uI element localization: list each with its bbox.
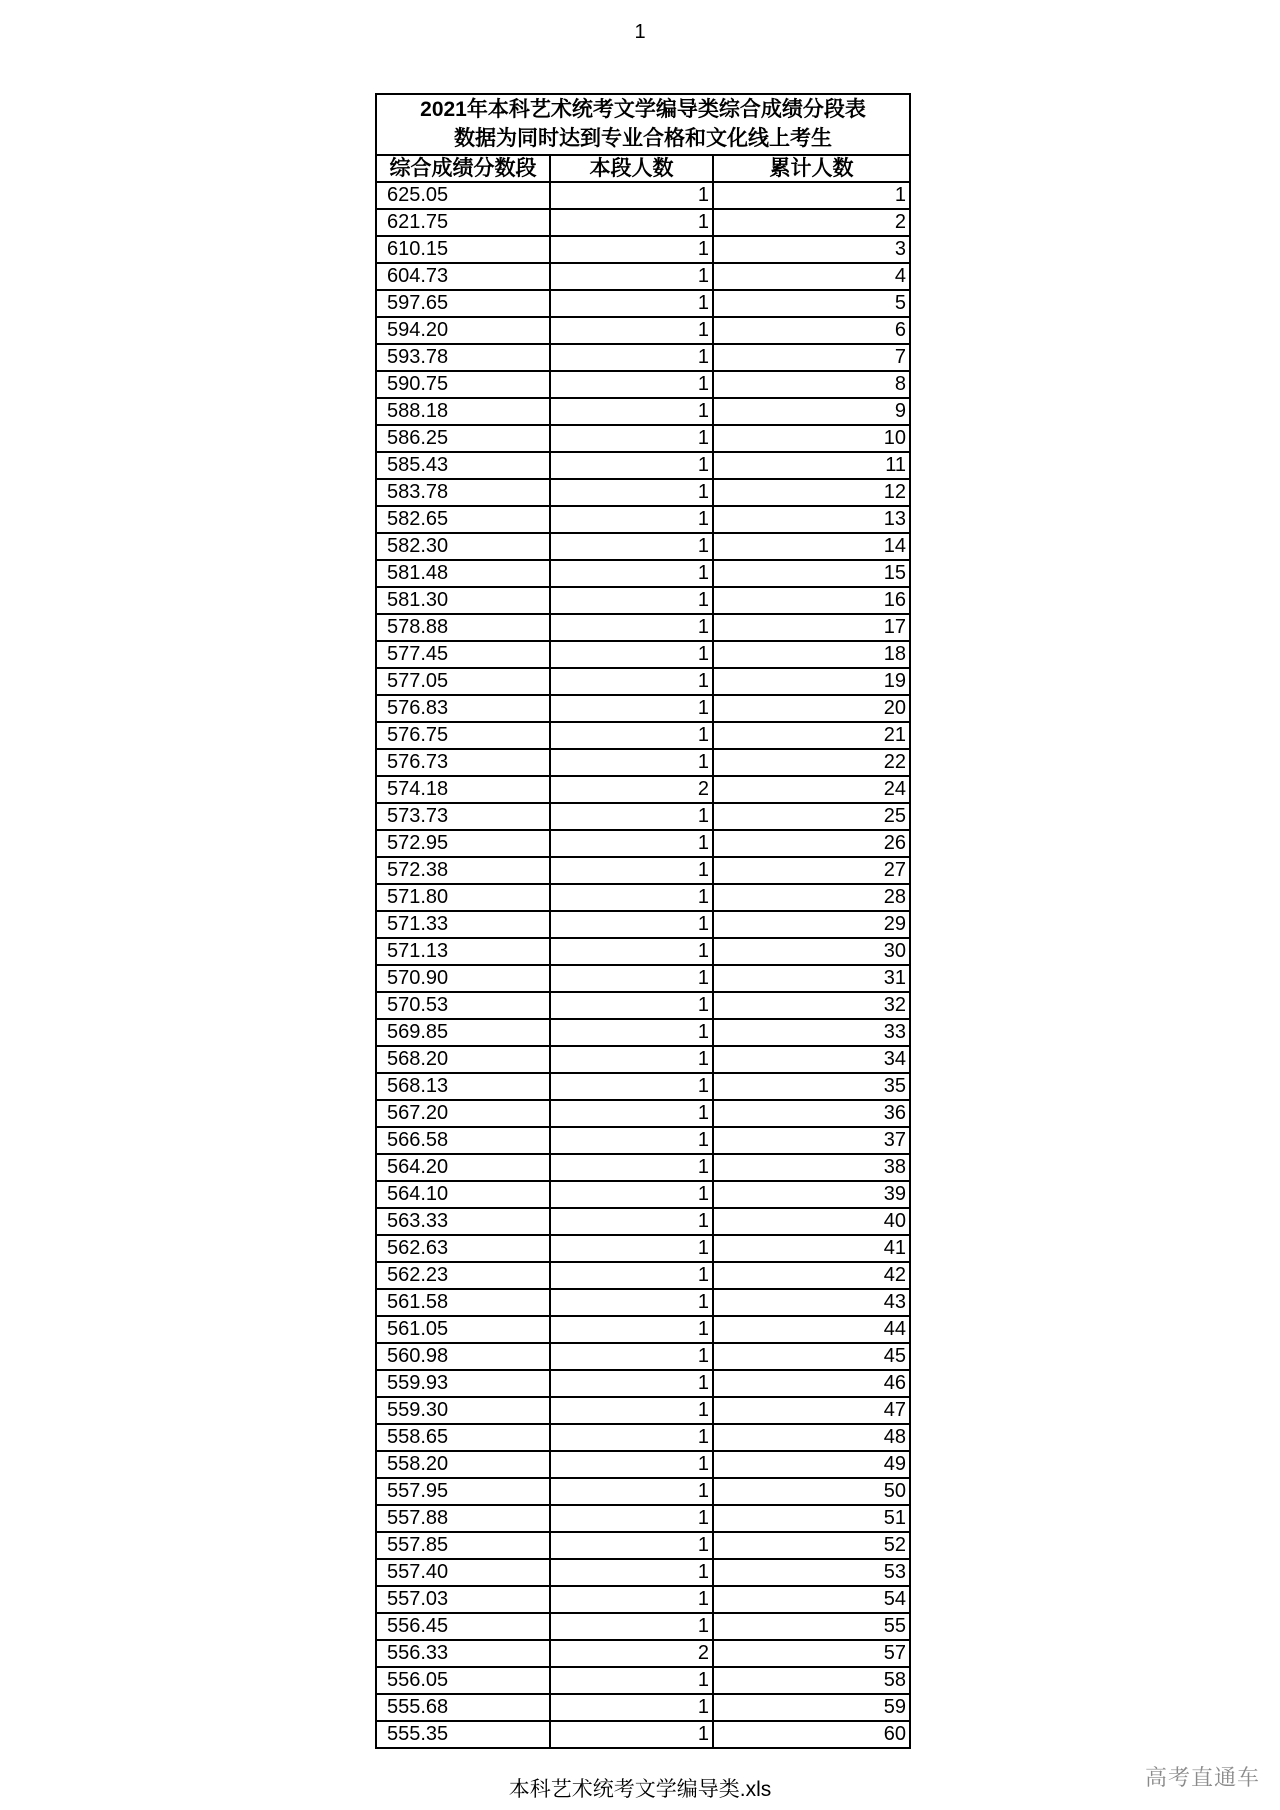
header-segment-count: 本段人数 — [550, 156, 713, 182]
cell-cumulative-count: 27 — [713, 857, 909, 884]
table-row — [377, 1262, 909, 1289]
cell-score: 568.20 — [377, 1046, 550, 1073]
cell-score: 621.75 — [377, 209, 550, 236]
header-cumulative-count: 累计人数 — [713, 156, 909, 182]
cell-segment-count: 1 — [550, 1532, 713, 1559]
table-row — [377, 263, 909, 290]
cell-score: 559.30 — [377, 1397, 550, 1424]
score-distribution-sheet — [375, 93, 911, 1749]
cell-segment-count: 1 — [550, 884, 713, 911]
cell-score: 576.75 — [377, 722, 550, 749]
cell-cumulative-count: 52 — [713, 1532, 909, 1559]
table-row — [377, 1046, 909, 1073]
table-row — [377, 614, 909, 641]
cell-cumulative-count: 2 — [713, 209, 909, 236]
cell-score: 578.88 — [377, 614, 550, 641]
cell-segment-count: 1 — [550, 1370, 713, 1397]
cell-segment-count: 1 — [550, 1505, 713, 1532]
cell-segment-count: 1 — [550, 1100, 713, 1127]
table-row — [377, 344, 909, 371]
cell-score: 555.35 — [377, 1721, 550, 1747]
cell-segment-count: 1 — [550, 533, 713, 560]
table-row — [377, 425, 909, 452]
cell-cumulative-count: 33 — [713, 1019, 909, 1046]
cell-score: 556.05 — [377, 1667, 550, 1694]
cell-cumulative-count: 11 — [713, 452, 909, 479]
table-row — [377, 1019, 909, 1046]
cell-segment-count: 1 — [550, 1559, 713, 1586]
cell-score: 572.95 — [377, 830, 550, 857]
cell-score: 563.33 — [377, 1208, 550, 1235]
score-table — [377, 156, 909, 1747]
cell-score: 557.40 — [377, 1559, 550, 1586]
cell-score: 558.65 — [377, 1424, 550, 1451]
cell-cumulative-count: 53 — [713, 1559, 909, 1586]
header-row — [377, 156, 909, 182]
cell-cumulative-count: 58 — [713, 1667, 909, 1694]
cell-score: 625.05 — [377, 182, 550, 209]
table-row — [377, 722, 909, 749]
table-row — [377, 209, 909, 236]
cell-score: 556.33 — [377, 1640, 550, 1667]
cell-score: 562.23 — [377, 1262, 550, 1289]
cell-segment-count: 1 — [550, 1208, 713, 1235]
cell-segment-count: 1 — [550, 1316, 713, 1343]
cell-segment-count: 1 — [550, 236, 713, 263]
cell-segment-count: 1 — [550, 560, 713, 587]
cell-cumulative-count: 31 — [713, 965, 909, 992]
cell-cumulative-count: 48 — [713, 1424, 909, 1451]
cell-score: 561.58 — [377, 1289, 550, 1316]
cell-cumulative-count: 37 — [713, 1127, 909, 1154]
cell-cumulative-count: 26 — [713, 830, 909, 857]
cell-segment-count: 1 — [550, 668, 713, 695]
cell-segment-count: 1 — [550, 695, 713, 722]
cell-cumulative-count: 49 — [713, 1451, 909, 1478]
table-subtitle: 数据为同时达到专业合格和文化线上考生 — [377, 125, 909, 156]
table-row — [377, 830, 909, 857]
page-number: 1 — [634, 21, 646, 43]
cell-score: 564.10 — [377, 1181, 550, 1208]
table-row — [377, 1640, 909, 1667]
cell-cumulative-count: 55 — [713, 1613, 909, 1640]
cell-cumulative-count: 51 — [713, 1505, 909, 1532]
table-row — [377, 1586, 909, 1613]
table-row — [377, 911, 909, 938]
cell-cumulative-count: 39 — [713, 1181, 909, 1208]
cell-segment-count: 1 — [550, 1478, 713, 1505]
cell-cumulative-count: 7 — [713, 344, 909, 371]
cell-cumulative-count: 9 — [713, 398, 909, 425]
cell-segment-count: 1 — [550, 911, 713, 938]
cell-segment-count: 2 — [550, 776, 713, 803]
cell-cumulative-count: 12 — [713, 479, 909, 506]
cell-cumulative-count: 16 — [713, 587, 909, 614]
table-row — [377, 803, 909, 830]
cell-score: 582.30 — [377, 533, 550, 560]
cell-segment-count: 1 — [550, 182, 713, 209]
cell-score: 557.85 — [377, 1532, 550, 1559]
cell-score: 576.73 — [377, 749, 550, 776]
cell-segment-count: 1 — [550, 1019, 713, 1046]
table-row — [377, 749, 909, 776]
cell-score: 562.63 — [377, 1235, 550, 1262]
cell-score: 555.68 — [377, 1694, 550, 1721]
cell-cumulative-count: 41 — [713, 1235, 909, 1262]
cell-cumulative-count: 28 — [713, 884, 909, 911]
cell-cumulative-count: 50 — [713, 1478, 909, 1505]
cell-cumulative-count: 35 — [713, 1073, 909, 1100]
cell-segment-count: 1 — [550, 1667, 713, 1694]
cell-segment-count: 1 — [550, 452, 713, 479]
cell-segment-count: 2 — [550, 1640, 713, 1667]
table-row — [377, 587, 909, 614]
table-row — [377, 236, 909, 263]
cell-segment-count: 1 — [550, 803, 713, 830]
table-row — [377, 398, 909, 425]
cell-segment-count: 1 — [550, 1613, 713, 1640]
cell-score: 588.18 — [377, 398, 550, 425]
table-body — [377, 182, 909, 1747]
cell-segment-count: 1 — [550, 398, 713, 425]
cell-cumulative-count: 42 — [713, 1262, 909, 1289]
cell-cumulative-count: 13 — [713, 506, 909, 533]
cell-score: 572.38 — [377, 857, 550, 884]
cell-score: 590.75 — [377, 371, 550, 398]
cell-cumulative-count: 29 — [713, 911, 909, 938]
cell-score: 557.03 — [377, 1586, 550, 1613]
cell-segment-count: 1 — [550, 263, 713, 290]
cell-score: 569.85 — [377, 1019, 550, 1046]
table-row — [377, 1721, 909, 1747]
cell-segment-count: 1 — [550, 992, 713, 1019]
cell-score: 567.20 — [377, 1100, 550, 1127]
table-row — [377, 1397, 909, 1424]
cell-segment-count: 1 — [550, 965, 713, 992]
cell-score: 593.78 — [377, 344, 550, 371]
cell-score: 586.25 — [377, 425, 550, 452]
table-row — [377, 506, 909, 533]
cell-cumulative-count: 20 — [713, 695, 909, 722]
cell-segment-count: 1 — [550, 209, 713, 236]
cell-score: 597.65 — [377, 290, 550, 317]
cell-cumulative-count: 6 — [713, 317, 909, 344]
cell-segment-count: 1 — [550, 587, 713, 614]
cell-cumulative-count: 1 — [713, 182, 909, 209]
cell-score: 581.30 — [377, 587, 550, 614]
cell-score: 560.98 — [377, 1343, 550, 1370]
cell-segment-count: 1 — [550, 317, 713, 344]
cell-score: 571.33 — [377, 911, 550, 938]
table-row — [377, 1613, 909, 1640]
cell-score: 557.88 — [377, 1505, 550, 1532]
cell-segment-count: 1 — [550, 371, 713, 398]
header-score-range: 综合成绩分数段 — [377, 156, 550, 182]
cell-cumulative-count: 57 — [713, 1640, 909, 1667]
watermark: 高考直通车 — [1144, 1765, 1260, 1790]
cell-score: 577.45 — [377, 641, 550, 668]
cell-cumulative-count: 47 — [713, 1397, 909, 1424]
cell-score: 583.78 — [377, 479, 550, 506]
table-row — [377, 1127, 909, 1154]
cell-score: 556.45 — [377, 1613, 550, 1640]
cell-score: 585.43 — [377, 452, 550, 479]
table-row — [377, 1235, 909, 1262]
cell-cumulative-count: 19 — [713, 668, 909, 695]
cell-score: 561.05 — [377, 1316, 550, 1343]
cell-segment-count: 1 — [550, 290, 713, 317]
cell-cumulative-count: 15 — [713, 560, 909, 587]
cell-cumulative-count: 18 — [713, 641, 909, 668]
table-row — [377, 1505, 909, 1532]
cell-score: 573.73 — [377, 803, 550, 830]
cell-cumulative-count: 44 — [713, 1316, 909, 1343]
cell-cumulative-count: 4 — [713, 263, 909, 290]
table-row — [377, 317, 909, 344]
table-row — [377, 1100, 909, 1127]
cell-cumulative-count: 25 — [713, 803, 909, 830]
cell-score: 610.15 — [377, 236, 550, 263]
cell-cumulative-count: 38 — [713, 1154, 909, 1181]
cell-segment-count: 1 — [550, 479, 713, 506]
cell-cumulative-count: 40 — [713, 1208, 909, 1235]
cell-cumulative-count: 32 — [713, 992, 909, 1019]
table-row — [377, 1181, 909, 1208]
cell-segment-count: 1 — [550, 641, 713, 668]
cell-cumulative-count: 54 — [713, 1586, 909, 1613]
cell-cumulative-count: 34 — [713, 1046, 909, 1073]
table-row — [377, 965, 909, 992]
table-row — [377, 1343, 909, 1370]
cell-cumulative-count: 8 — [713, 371, 909, 398]
table-row — [377, 668, 909, 695]
cell-segment-count: 1 — [550, 749, 713, 776]
cell-score: 570.90 — [377, 965, 550, 992]
table-row — [377, 992, 909, 1019]
cell-segment-count: 1 — [550, 722, 713, 749]
table-row — [377, 938, 909, 965]
cell-segment-count: 1 — [550, 1721, 713, 1747]
cell-segment-count: 1 — [550, 830, 713, 857]
cell-segment-count: 1 — [550, 857, 713, 884]
table-row — [377, 1694, 909, 1721]
cell-score: 604.73 — [377, 263, 550, 290]
table-row — [377, 884, 909, 911]
table-row — [377, 479, 909, 506]
cell-cumulative-count: 24 — [713, 776, 909, 803]
table-row — [377, 1073, 909, 1100]
cell-segment-count: 1 — [550, 344, 713, 371]
cell-score: 577.05 — [377, 668, 550, 695]
table-row — [377, 182, 909, 209]
table-row — [377, 695, 909, 722]
cell-segment-count: 1 — [550, 1127, 713, 1154]
cell-segment-count: 1 — [550, 1343, 713, 1370]
table-row — [377, 1451, 909, 1478]
cell-cumulative-count: 43 — [713, 1289, 909, 1316]
table-row — [377, 533, 909, 560]
cell-cumulative-count: 46 — [713, 1370, 909, 1397]
cell-score: 566.58 — [377, 1127, 550, 1154]
cell-segment-count: 1 — [550, 1397, 713, 1424]
cell-cumulative-count: 60 — [713, 1721, 909, 1747]
table-row — [377, 290, 909, 317]
cell-segment-count: 1 — [550, 1235, 713, 1262]
cell-segment-count: 1 — [550, 1451, 713, 1478]
cell-score: 581.48 — [377, 560, 550, 587]
cell-score: 571.13 — [377, 938, 550, 965]
cell-segment-count: 1 — [550, 1181, 713, 1208]
cell-cumulative-count: 21 — [713, 722, 909, 749]
cell-segment-count: 1 — [550, 1586, 713, 1613]
cell-segment-count: 1 — [550, 938, 713, 965]
cell-score: 564.20 — [377, 1154, 550, 1181]
table-row — [377, 1478, 909, 1505]
table-row — [377, 1154, 909, 1181]
cell-cumulative-count: 17 — [713, 614, 909, 641]
cell-segment-count: 1 — [550, 425, 713, 452]
cell-score: 594.20 — [377, 317, 550, 344]
cell-cumulative-count: 14 — [713, 533, 909, 560]
cell-segment-count: 1 — [550, 1424, 713, 1451]
table-row — [377, 776, 909, 803]
table-title: 2021年本科艺术统考文学编导类综合成绩分段表 — [420, 98, 866, 121]
cell-cumulative-count: 5 — [713, 290, 909, 317]
cell-cumulative-count: 22 — [713, 749, 909, 776]
table-row — [377, 560, 909, 587]
table-row — [377, 1532, 909, 1559]
table-row — [377, 1316, 909, 1343]
table-row — [377, 1559, 909, 1586]
table-row — [377, 1424, 909, 1451]
cell-score: 557.95 — [377, 1478, 550, 1505]
cell-cumulative-count: 59 — [713, 1694, 909, 1721]
cell-score: 570.53 — [377, 992, 550, 1019]
table-row — [377, 1289, 909, 1316]
cell-segment-count: 1 — [550, 1046, 713, 1073]
cell-score: 576.83 — [377, 695, 550, 722]
cell-score: 574.18 — [377, 776, 550, 803]
cell-cumulative-count: 10 — [713, 425, 909, 452]
cell-segment-count: 1 — [550, 1073, 713, 1100]
footer-filename: 本科艺术统考文学编导类.xls — [508, 1778, 772, 1801]
table-row — [377, 1208, 909, 1235]
table-row — [377, 857, 909, 884]
cell-segment-count: 1 — [550, 506, 713, 533]
cell-segment-count: 1 — [550, 1289, 713, 1316]
cell-score: 571.80 — [377, 884, 550, 911]
cell-cumulative-count: 3 — [713, 236, 909, 263]
cell-score: 558.20 — [377, 1451, 550, 1478]
cell-segment-count: 1 — [550, 1154, 713, 1181]
cell-cumulative-count: 36 — [713, 1100, 909, 1127]
cell-score: 568.13 — [377, 1073, 550, 1100]
cell-score: 582.65 — [377, 506, 550, 533]
table-row — [377, 641, 909, 668]
cell-cumulative-count: 45 — [713, 1343, 909, 1370]
cell-segment-count: 1 — [550, 1262, 713, 1289]
cell-segment-count: 1 — [550, 1694, 713, 1721]
cell-score: 559.93 — [377, 1370, 550, 1397]
table-row — [377, 1370, 909, 1397]
table-row — [377, 452, 909, 479]
cell-cumulative-count: 30 — [713, 938, 909, 965]
cell-segment-count: 1 — [550, 614, 713, 641]
table-row — [377, 371, 909, 398]
table-row — [377, 1667, 909, 1694]
